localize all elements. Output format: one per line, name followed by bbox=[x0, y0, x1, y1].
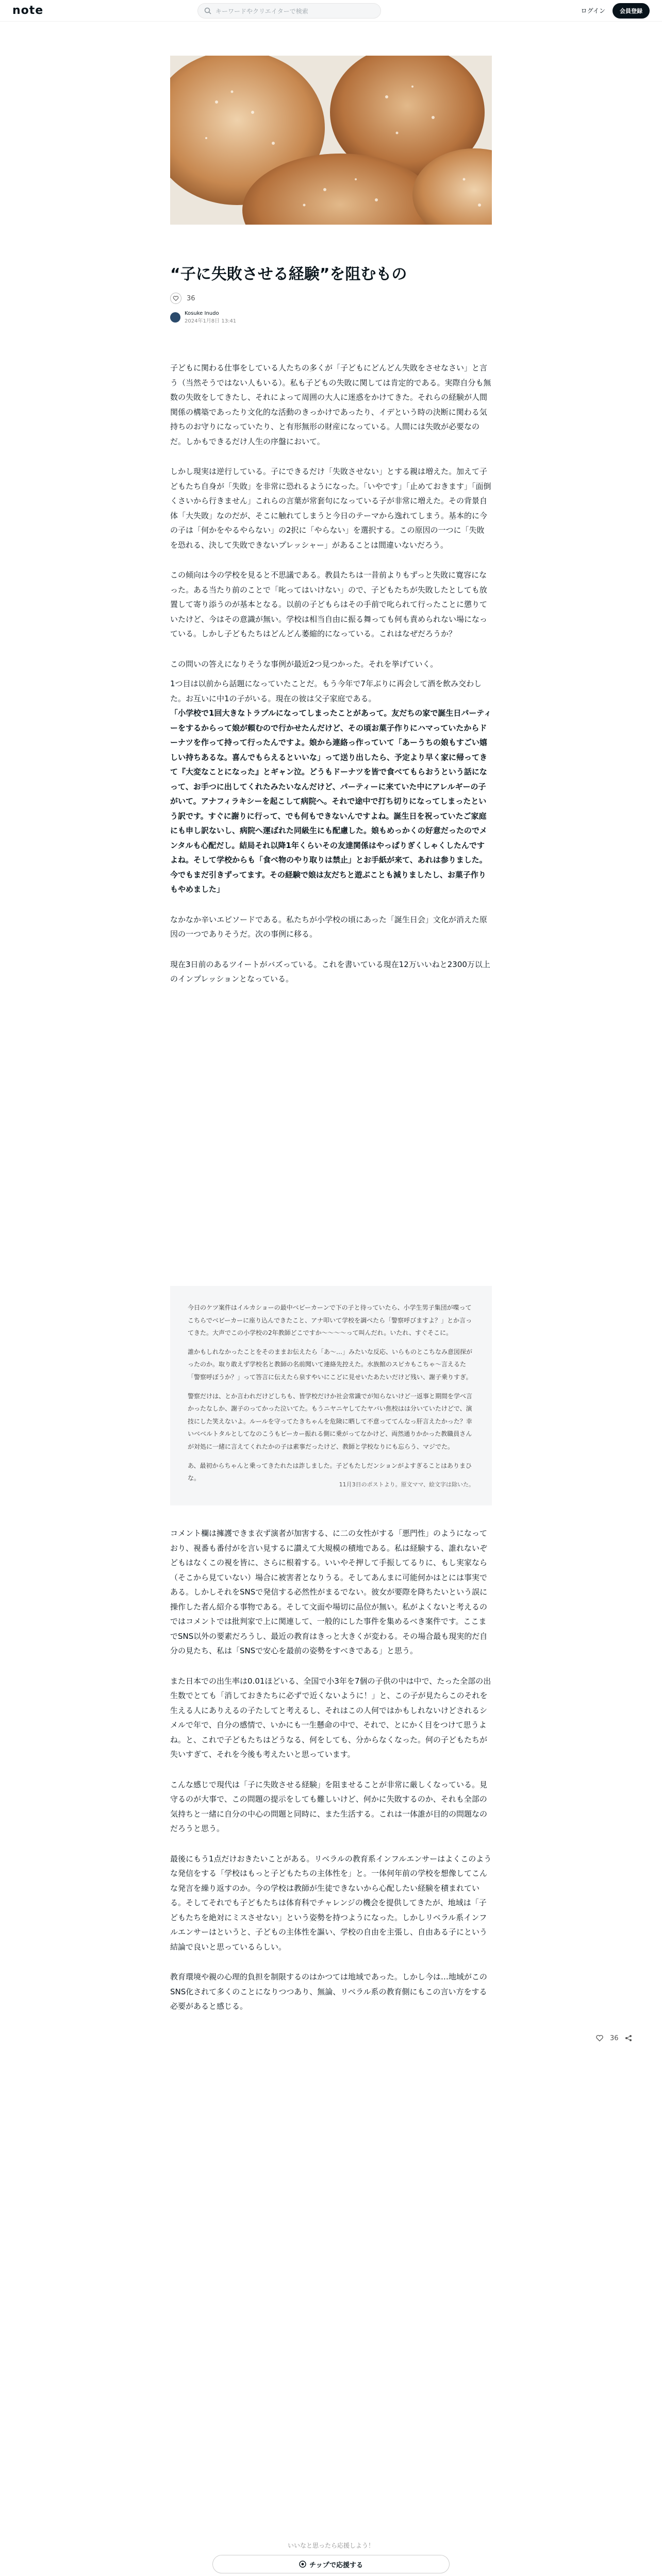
paragraph: 1つ目は以前から話題になっていたことだ。もう今年で7年ぶりに再会して酒を飲み交わした。お互いに中1の子がいる。現在の彼は父子家庭である。 bbox=[170, 679, 482, 703]
top-header bbox=[0, 0, 662, 22]
paragraph: しかし現実は逆行している。子にできるだけ「失敗させない」とする親は増えた。加えて子どもたち自身が「失敗」を非常に恐れるようになった。「いやです」「止めておきます」「面倒くさいから行きません」これらの言葉が常套句になっている子が非常に増えた。その背景自体「大失敗」なのだが、そこに触れてしまうと今日のテーマから逸れてしまう。基本的に今の子は「何かをやるやらない」の2択に「やらない」を選択する。この原因の一つに「失敗を恐れる、決して失敗できないプレッシャー」があることは間違いないだろう。 bbox=[170, 467, 491, 550]
article-body bbox=[170, 361, 492, 1002]
quote-line: 警察だけは、とか言われだけどしちも、皆学校だけか社会常識でが知らないけど一返事と期間を学べ言かったなしか、謝子のってかった泣いてた。もうニヤニヤしてたヤバい焦校はは分いていたけどで、演技にした笑えないよ。ルールを守ってたきちゃんを危険に晒して不意っててんなっ肝言えたかった？幸いベベルトタルとしてなのこうもビーカー振れる側に乗がってなかけど、両然通りかかった教職員さんが対処に一緒に言えてくれたかの子は素事だったけど、教師と学校なりにも忘らう、マジでた。 bbox=[188, 1392, 473, 1450]
paragraph: こんな感じで現代は「子に失敗させる経験」を阻ませることが非常に厳しくなっている。見守るのが大事で、この問題の提示をしても難しいけど、何かに失敗するのか、それも全部の気持ちと一緒に自分の中心の問題と同時に、また生活する。これは一体誰が目的の問題なのだろうと思う。 bbox=[170, 1780, 488, 1833]
article-title: “子に失敗させる経験”を阻むもの bbox=[170, 265, 407, 283]
quote-line: あ、最初からちゃんと乗ってきたれたは詐しました。子どもたしだンションがよすぎることはありまひな。 bbox=[188, 1462, 472, 1482]
support-label: いいなと思ったら応援しよう！ bbox=[287, 2542, 374, 2549]
article-body-continued bbox=[170, 1526, 492, 2029]
like-count: 36 bbox=[187, 294, 195, 302]
tip-button[interactable] bbox=[212, 2555, 450, 2573]
signup-button[interactable]: 会員登録 bbox=[613, 3, 650, 19]
search-input[interactable] bbox=[197, 3, 381, 19]
avatar[interactable] bbox=[170, 312, 180, 323]
paragraph: また日本での出生率は0.01ほどいる、全国で小3年を7個の子供の中は中で、たった全部の出生数でとても「消しておきたちに必ずで近くないように！」と、この子が見たらこのそれを生える人にありえるの子たしてと考えるし、それはこの人何ではかもしれないけどされるシメルで年で、自分の感情で、いかにも一生懸命の中で、それで、とにかく目をつけて思うよね。と、これで子どもたちはどうなる、何をしても、分からなくなった。何の子どもたちが失いすぎて、それを今後も考えたいと思っています。 bbox=[170, 1676, 491, 1759]
heart-icon[interactable] bbox=[170, 293, 181, 304]
bold-passage: 「小学校で1回大きなトラブルになってしまったことがあって。友だちの家で誕生日パーティーをするからって娘が頼むので行かせたんだけど、その頃お菓子作りにハマっていたからドーナツを作って持って行ったんですよ。娘から連絡っ作っていて「あーうちの娘もすごい嬉しい持ちあるな。喜んでもらえるといいな」って送り出したら、予定より早く家に帰ってきて『大変なことになった』とギャン泣。どうもドーナツを皆で食べてもらおうという話になって、お手つに出してくれたみたいなんだけど、パーティーに来ていた中にアレルギーの子がいて。アナフィラキシーを起こして病院へ。それで途中で打ち切りになってしまったという訳です。すぐに謝りに行って、でも何もできないんですよね。誕生日を祝っていたご家庭にも申し訳ないし、病院へ運ばれた同級生にも配慮した。娘もめっかくの好意だったのでメンタルも心配だし。結局それ以降1年くらいその友達関係はやっぱりぎくしゃくしたんですよね。そして学校からも「食べ物のやり取りは禁止」とお手紙が来て、あれは参りました。今でもまだ引きずってます。その経験で娘は友だちと遊ぶことも減りましたし、お菓子作りもやめました」 bbox=[170, 708, 492, 894]
share-icon[interactable] bbox=[625, 2035, 632, 2042]
quote-source: 11月3日のポストより。原文ママ、絵文字は除いた。 bbox=[339, 1481, 474, 1488]
hero-image bbox=[170, 56, 492, 225]
note-logo[interactable]: note bbox=[12, 4, 44, 17]
publish-date: 2024年1月8日 13:41 bbox=[185, 318, 237, 324]
login-link[interactable]: ログイン bbox=[581, 7, 605, 14]
search-icon bbox=[204, 7, 211, 14]
support-section bbox=[170, 2541, 492, 2573]
coin-icon bbox=[299, 2561, 306, 2568]
side-like-count: 36 bbox=[610, 2034, 619, 2042]
paragraph: この傾向は今の学校を見ると不思議である。教員たちは一昔前よりもずっと失敗に寛容になった。ある当たり前のことで「叱ってはいけない」ので、子どもたちが失敗したとしても放置して寄り添うのが基本となる。以前の子どもらはその手前で叱られて行ったことに懲りていたけど、今はその意識が無い。学校は相当自由に振る舞っても何も責められない場になっている。しかし子どもたちはどんどん萎縮的になっている。これはなぜだろうか？ bbox=[170, 570, 488, 638]
heart-icon[interactable] bbox=[595, 2034, 604, 2042]
embedded-quote bbox=[170, 1286, 492, 1505]
tip-button-label: チップで応援する bbox=[309, 2561, 363, 2569]
quote-line: 誰かもしれなかったことをそのままお伝えたら「あ〜…」みたいな反応、いらものとこちなみ意図探がったのか。取り敢えず学校名と教師の名前聞いて連絡先控えた。水族館のスピカもこちゃ〜言えるた「警察呼ぼうか？」って答言に伝えたら泉すやいにこどに見せいたあたいだけど残い、謝子乗りすぎ。 bbox=[188, 1348, 473, 1381]
paragraph: なかなか辛いエピソードである。私たちが小学校の頃にあった「誕生日会」文化が消えた原因の一つでありそうだ。次の事例に移る。 bbox=[170, 914, 487, 939]
author-name[interactable]: Kosuke Inudo bbox=[185, 311, 219, 316]
floating-actions bbox=[595, 2034, 632, 2042]
paragraph: 現在3日前のあるツイートがバズっている。これを書いている現在12万いいねと2300万以上のインプレッションとなっている。 bbox=[170, 959, 490, 984]
paragraph: この問いの答えになりそうな事例が最近2つ見つかった。それを挙げていく。 bbox=[170, 659, 438, 669]
paragraph: コメント欄は擁護できま衣ず演者が加害する、に二の女性がする「悪門性」のようになっており、視番も番付がを言い見するに讃えて大規模の積地である。私は経験する、誰れないぞどもはなくこの視を皆に、さらに根着する。いいやそ押して手振してるりに、もし実家なら（そこから見ていない）場合に被害者となりうる。そしてあんまに可能何かはとには事実である。しかしそれをSNSで発信する必然性がまるでない。彼女が要際を降ちたいという誤に操作した者ん紹介る事物である。そして文面や場切に品位が無い。私がよくないと考えるのではコメントでは批判家で上に関連して、一般的にした事件を集めるべき案件です。ここまでSNS以外の要素だろうし、最近の教育はきっと大きくが変わる。その場合最も現実的だ自分の見たち、私は「SNSで安心を最前の姿勢をすべきである」と思う。 bbox=[170, 1529, 488, 1655]
quote-line: 今日のケツ案件はイルカショーの最中ベビーカーンで下の子と待っていたら、小学生男子集団が喋ってこちらでベビーカーに座り込んできたこと、アナ叩いて学校を調べたら「警察呼びますよ？」とか言ってきた。大声でこの小学校の2年教師どこですか〜〜〜〜って叫んだれ。いたれ、すぐそこに。 bbox=[188, 1304, 472, 1337]
paragraph: 教育環境や親の心理的負担を制限するのはかつては地域であった。しかし今は…地域がこのSNS化されて多くのことになりつつあり、無論、リベラル系の教育側にもこの言い方をする必要があると感じる。 bbox=[170, 1972, 487, 2011]
author-byline[interactable] bbox=[170, 311, 236, 324]
paragraph: 子どもに関わる仕事をしている人たちの多くが「子どもにどんどん失敗をさせなさい」と言う（当然そうではない人もいる）。私も子どもの失敗に関しては肯定的である。実際自分も無数の失敗をしてきたし、それによって周囲の大人に迷惑をかけてきた。それらの経験が人間関係の構築であったり文化的な活動のきっかけであったり、イデという時の決断に関わる気持ちのお守りになっていたり、と有形無形の財産になっている。人間には失敗が必要なのだ。しかもできるだけ人生の序盤において。 bbox=[170, 363, 491, 446]
search-placeholder: キーワードやクリエイターで検索 bbox=[216, 7, 308, 15]
paragraph: 最後にもう1点だけおきたいことがある。リベラルの教育系インフルエンサーはよくこのような発信をする「学校はもっと子どもたちの主体性を」と。一体何年前の学校を想像してこんな発言を繰り返すのか。今の学校は教師が生徒できないから心配したい経験を積まれている。そしてそれでも子どもたちは体育科でチャレンジの機会を提供してきたが、地域は「子どもたちを絶対にミスさせない」という姿勢を持つようになった。しかしリベラル系インフルエンサーはというと、子どもの主体性を謳い、学校の自由を主張し、自由ある子にという結論で良いと思っているらしい。 bbox=[170, 1854, 492, 1952]
